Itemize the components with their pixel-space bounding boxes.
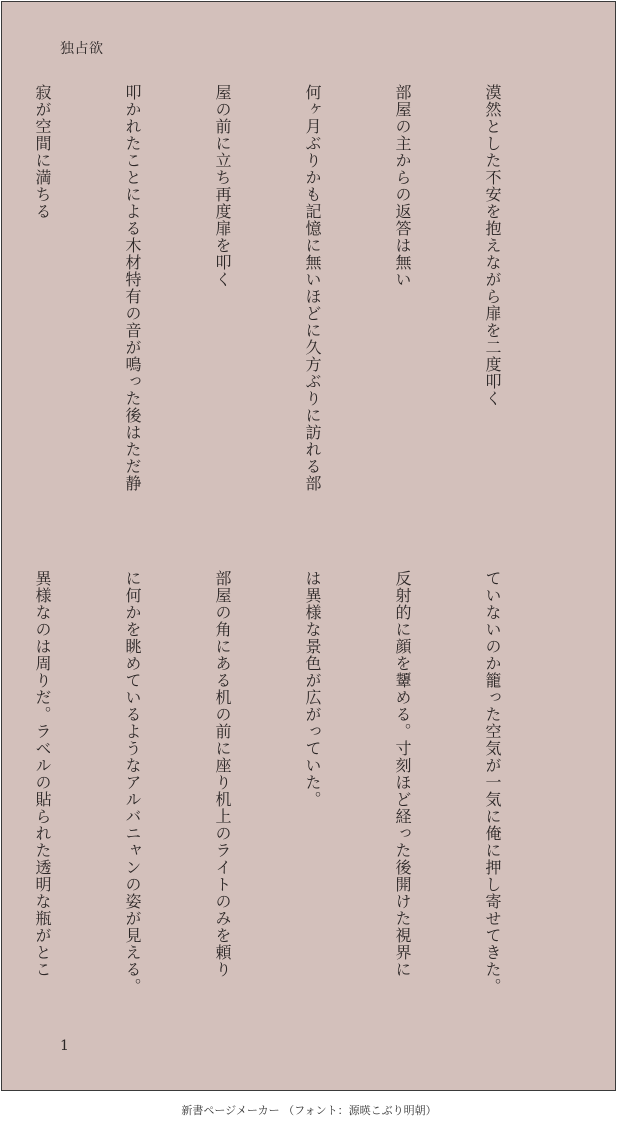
- text-line: 異様なのは周りだ。ラベルの貼られた透明な瓶がとこ: [33, 570, 52, 978]
- text-line: は異様な景色が広がっていた。: [303, 570, 322, 808]
- text-line: に何かを眺めているようなアルバニャンの姿が見える。: [123, 570, 142, 995]
- novel-page: [1, 1, 616, 1091]
- text-block-bottom: [0, 570, 567, 1020]
- text-line: 漠然とした不安を抱えながら扉を二度叩く: [483, 84, 502, 407]
- text-line: 部屋の主からの返答は無い: [393, 84, 412, 288]
- text-line: 寂が空間に満ちる: [33, 84, 52, 220]
- text-line: 部屋の角にある机の前に座り机上のライトのみを頼り: [213, 570, 232, 978]
- page-number: 1: [60, 1038, 69, 1054]
- text-line: 反射的に顔を顰める。寸刻ほど経った後開けた視界に: [393, 570, 412, 978]
- generator-caption: 新書ページメーカー （フォント：源暎こぶり明朝）: [181, 1104, 437, 1117]
- text-line: 叩かれたことによる木材特有の音が鳴った後はただ静: [123, 84, 142, 492]
- text-line: 何ヶ月ぶりかも記憶に無いほどに久方ぶりに訪れる部: [303, 84, 322, 492]
- page-title: 独占欲: [60, 41, 104, 57]
- text-line: 屋の前に立ち再度扉を叩く: [213, 84, 232, 288]
- text-block-top: [0, 84, 567, 534]
- text-line: ていないのか籠った空気が一気に俺に押し寄せてきた。: [483, 570, 502, 995]
